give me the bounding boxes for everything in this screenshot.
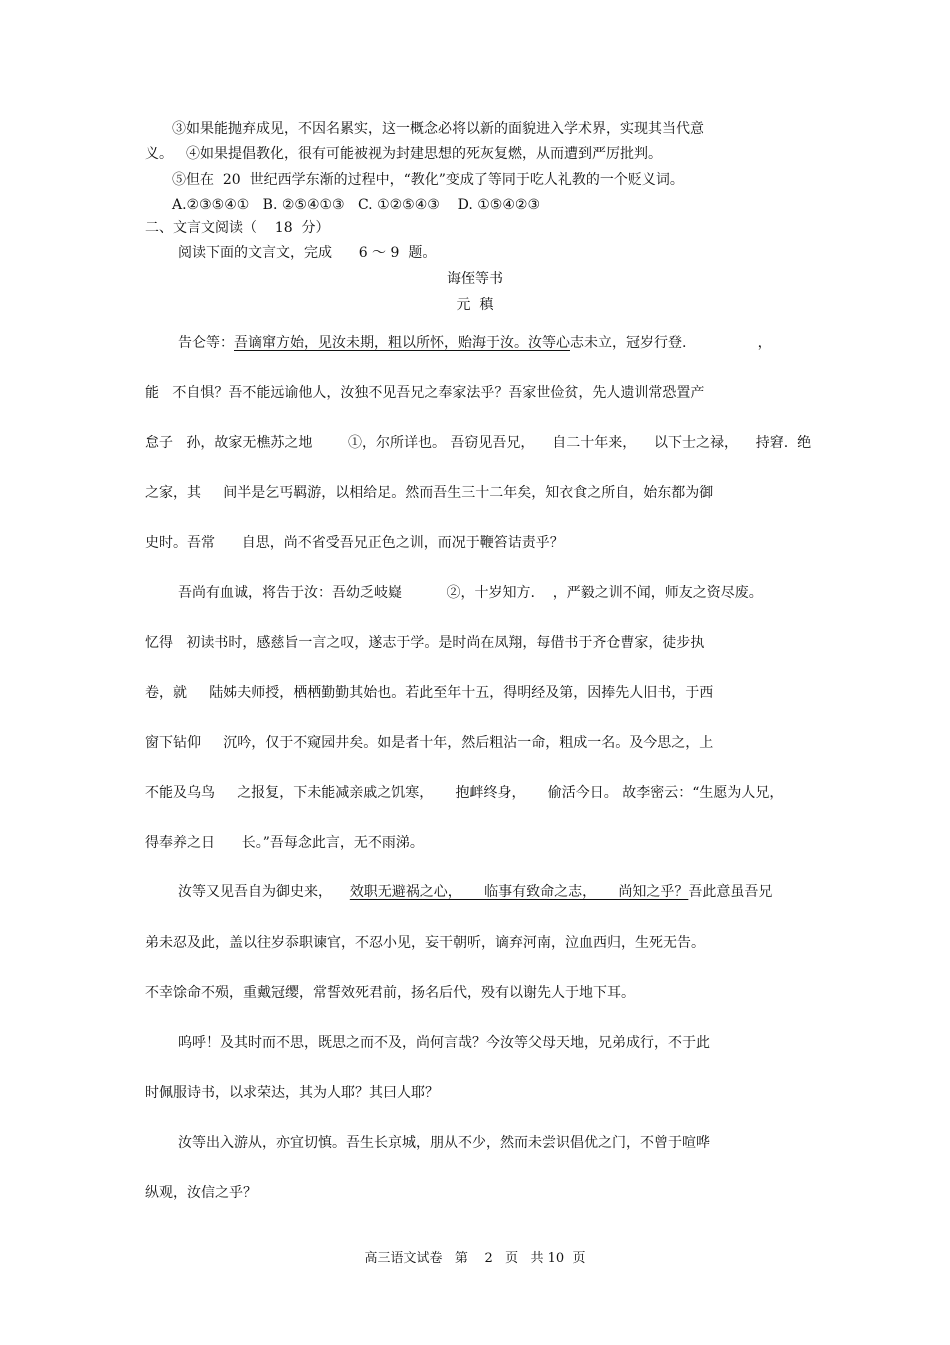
salutation: 告仑等： bbox=[178, 335, 234, 351]
answer-choices: A.②③⑤④① B. ②⑤④①③ C. ①②⑤④③ D. ①⑤④②③ bbox=[172, 197, 541, 213]
passage-line: 纵观，汝信之乎？ bbox=[145, 1185, 257, 1201]
option-3-line-2-start: 义。 bbox=[145, 146, 173, 162]
option-5: ⑤但在 20 世纪西学东渐的过程中，“教化”变成了等同于吃人礼教的一个贬义词。 bbox=[172, 172, 684, 188]
passage-line: 吾尚有血诚，将告于汝：吾幼乏岐嶷 ②，十岁知方. ，严毅之训不闻，师友之资尽废。 bbox=[178, 585, 763, 601]
passage-line bbox=[178, 883, 772, 901]
underlined-sentence: 吾谪窜方始，见汝未期，粗以所怀，贻海于汝。汝等心 bbox=[234, 335, 570, 351]
passage-line: 怠子 孙，故家无樵苏之地 ①，尔所详也。 吾窃见吾兄， 自二十年来， 以下士之禄， 持窘. 绝 bbox=[145, 435, 812, 451]
passage-line: 不能及乌鸟 之报复，下未能减亲戚之饥寒， 抱衅终身， 偷活今日。 故李密云：“生愿为人兄， bbox=[145, 785, 784, 801]
passage-line: 得奉养之日 长。”吾每念此言，无不雨涕。 bbox=[145, 835, 424, 851]
passage-line bbox=[178, 334, 772, 352]
section-heading: 二、文言文阅读（ 18 分） bbox=[145, 220, 330, 236]
option-3-line-1: ③如果能抛弃成见，不因名累实，这一概念必将以新的面貌进入学术界，实现其当代意 bbox=[172, 121, 704, 137]
line-lead: 汝等又见吾自为御史来， bbox=[178, 884, 350, 900]
passage-line: 史时。吾常 自思，尚不省受吾兄正色之训，而况于鞭笞诘责乎？ bbox=[145, 535, 564, 551]
passage-line: 呜呼！及其时而不思，既思之而不及，尚何言哉？今汝等父母天地，兄弟成行，不于此 bbox=[178, 1035, 710, 1051]
passage-line: 卷，就 陆姊夫师授，栖栖勤勤其始也。若此至年十五，得明经及第，因捧先人旧书，于西 bbox=[145, 685, 714, 701]
passage-line: 汝等出入游从，亦宜切慎。吾生长京城，朋从不少，然而未尝识倡优之门，不曾于喧哗 bbox=[178, 1135, 710, 1151]
passage-author: 元 稹 bbox=[456, 297, 494, 313]
passage-line: 不幸馀命不殒，重戴冠缨，常誓效死君前，扬名后代，殁有以谢先人于地下耳。 bbox=[145, 985, 635, 1001]
passage-line: 窗下钻仰 沉吟，仅于不窥园井矣。如是者十年，然后粗沾一命，粗成一名。及今思之，上 bbox=[145, 735, 714, 751]
passage-line: 弟未忍及此，盖以往岁忝职谏官，不忍小见，妄干朝听，谪弃河南，泣血西归，生死无告。 bbox=[145, 935, 705, 951]
passage-title: 诲侄等书 bbox=[447, 271, 503, 287]
line-rest: 志未立，冠岁行登. ， bbox=[570, 335, 772, 351]
passage-line: 时佩服诗书，以求荣达，其为人耶？其曰人耶？ bbox=[145, 1085, 439, 1101]
underlined-sentence: 效职无避祸之心， 临事有致命之志， 尚知之乎？ bbox=[349, 884, 689, 900]
page-footer: 高三语文试卷 第 2 页 共 10 页 bbox=[364, 1251, 586, 1266]
line-rest: 吾此意虽吾兄 bbox=[688, 884, 773, 900]
section-instruction: 阅读下面的文言文，完成 6 ～ 9 题。 bbox=[178, 245, 437, 261]
passage-line: 之家，其 间半是乞丐羁游，以相给足。然而吾生三十二年矣，知衣食之所自，始东都为御 bbox=[145, 485, 714, 501]
passage-line: 忆得 初读书时，感慈旨一言之叹，遂志于学。是时尚在凤翔，每借书于齐仓曹家，徒步执 bbox=[145, 635, 705, 651]
passage-line: 能 不自惧？吾不能远谕他人，汝独不见吾兄之奉家法乎？吾家世俭贫，先人遗训常恐置产 bbox=[145, 385, 705, 401]
option-4: ④如果提倡教化，很有可能被视为封建思想的死灰复燃，从而遭到严厉批判。 bbox=[186, 146, 662, 162]
